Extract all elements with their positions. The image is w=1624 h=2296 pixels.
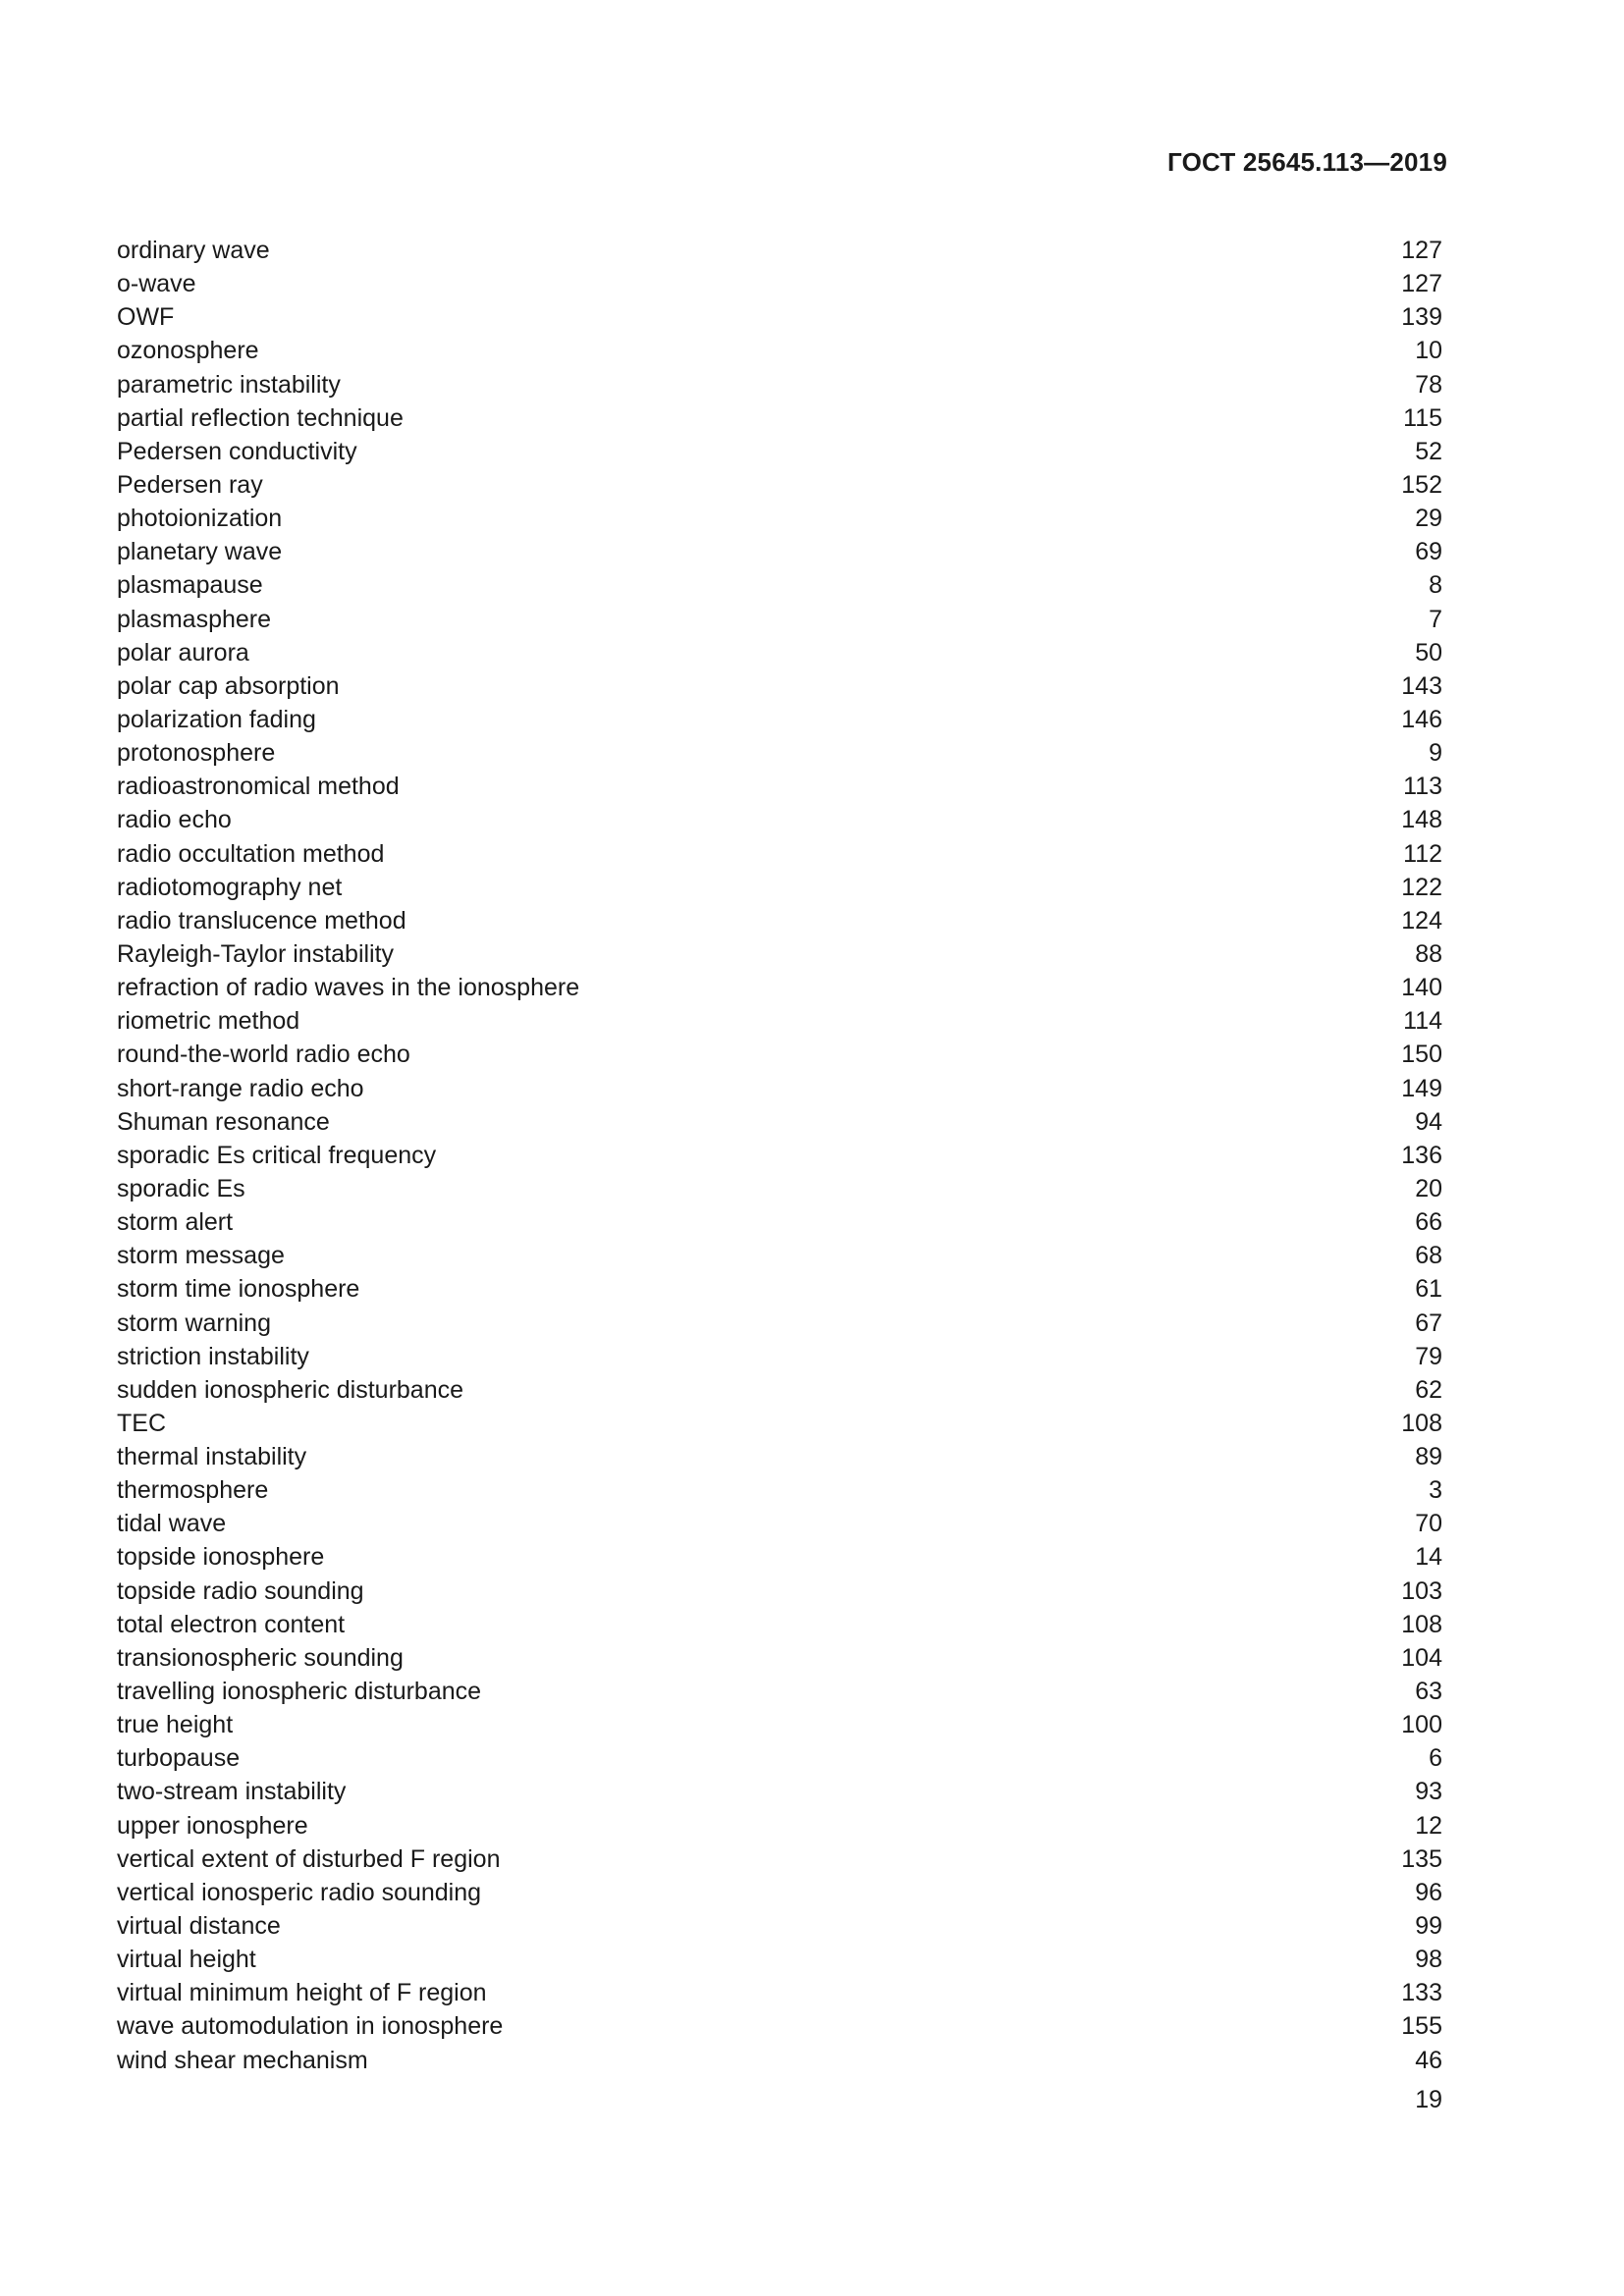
index-term: virtual distance xyxy=(117,1912,281,1941)
index-entry-number: 150 xyxy=(1401,1041,1442,1069)
index-entry xyxy=(117,871,1442,904)
index-term: sporadic Es critical frequency xyxy=(117,1141,437,1169)
alphabetical-index xyxy=(117,234,1442,2077)
index-entry xyxy=(117,1943,1442,1976)
index-entry xyxy=(117,1205,1442,1239)
index-entry-number: 67 xyxy=(1415,1308,1442,1337)
index-entry-number: 108 xyxy=(1401,1409,1442,1437)
index-entry-number: 127 xyxy=(1401,270,1442,298)
index-entry-number: 93 xyxy=(1415,1778,1442,1806)
index-entry xyxy=(117,1407,1442,1440)
index-entry xyxy=(117,435,1442,468)
index-entry xyxy=(117,1340,1442,1373)
index-term: ordinary wave xyxy=(117,237,270,264)
index-term: thermosphere xyxy=(117,1476,269,1505)
index-term: polar cap absorption xyxy=(117,671,340,700)
index-entry xyxy=(117,1307,1442,1340)
index-entry xyxy=(117,669,1442,703)
index-entry xyxy=(117,803,1442,836)
index-entry xyxy=(117,1809,1442,1842)
index-entry-number: 139 xyxy=(1401,303,1442,332)
index-entry-number: 133 xyxy=(1401,1979,1442,2007)
index-term: partial reflection technique xyxy=(117,403,404,432)
index-term: vertical ionosperic radio sounding xyxy=(117,1878,482,1906)
index-term: plasmasphere xyxy=(117,605,272,633)
index-term: short-range radio echo xyxy=(117,1074,364,1102)
index-entry-number: 88 xyxy=(1415,939,1442,968)
index-entry-number: 127 xyxy=(1401,237,1442,264)
index-entry-number: 46 xyxy=(1415,2046,1442,2074)
index-entry xyxy=(117,1272,1442,1306)
index-entry-number: 135 xyxy=(1401,1844,1442,1873)
index-entry xyxy=(117,1675,1442,1708)
index-term: parametric instability xyxy=(117,370,341,399)
index-term: total electron content xyxy=(117,1610,346,1638)
index-entry xyxy=(117,1038,1442,1071)
index-term: striction instability xyxy=(117,1342,309,1370)
index-entry xyxy=(117,971,1442,1004)
index-entry xyxy=(117,401,1442,435)
index-term: true height xyxy=(117,1711,234,1739)
index-entry-number: 52 xyxy=(1415,437,1442,465)
index-entry xyxy=(117,2044,1442,2077)
index-entry xyxy=(117,334,1442,367)
index-entry-number: 155 xyxy=(1401,2012,1442,2041)
index-entry xyxy=(117,368,1442,401)
index-entry xyxy=(117,1842,1442,1876)
index-entry-number: 9 xyxy=(1429,739,1442,768)
index-entry-number: 136 xyxy=(1401,1141,1442,1169)
index-entry-number: 66 xyxy=(1415,1208,1442,1237)
index-entry-number: 146 xyxy=(1401,705,1442,733)
index-entry-number: 99 xyxy=(1415,1912,1442,1941)
index-entry-number: 3 xyxy=(1429,1476,1442,1505)
index-term: TEC xyxy=(117,1409,166,1437)
index-term: photoionization xyxy=(117,505,283,533)
index-entry xyxy=(117,1708,1442,1741)
index-term: Pedersen ray xyxy=(117,470,263,499)
index-term: storm alert xyxy=(117,1208,234,1237)
index-entry xyxy=(117,904,1442,937)
index-term: OWF xyxy=(117,303,175,332)
index-entry xyxy=(117,1741,1442,1775)
index-entry-number: 62 xyxy=(1415,1375,1442,1404)
index-entry-number: 94 xyxy=(1415,1107,1442,1136)
index-term: radioastronomical method xyxy=(117,773,400,801)
index-entry-number: 104 xyxy=(1401,1643,1442,1672)
index-entry-number: 20 xyxy=(1415,1174,1442,1202)
index-entry-number: 98 xyxy=(1415,1946,1442,1974)
index-term: virtual minimum height of F region xyxy=(117,1979,487,2007)
index-entry xyxy=(117,1876,1442,1909)
index-entry xyxy=(117,1976,1442,2009)
index-term: upper ionosphere xyxy=(117,1811,308,1840)
index-term: wave automodulation in ionosphere xyxy=(117,2012,504,2041)
document-header: ГОСТ 25645.113—2019 xyxy=(1167,147,1447,177)
index-entry xyxy=(117,1507,1442,1540)
index-entry xyxy=(117,1575,1442,1608)
index-term: turbopause xyxy=(117,1744,241,1773)
index-entry xyxy=(117,234,1442,267)
index-entry xyxy=(117,1909,1442,1943)
index-term: riometric method xyxy=(117,1007,300,1036)
index-entry-number: 122 xyxy=(1401,873,1442,901)
index-entry xyxy=(117,2009,1442,2043)
index-entry-number: 8 xyxy=(1429,571,1442,600)
index-entry-number: 124 xyxy=(1401,906,1442,934)
index-entry-number: 114 xyxy=(1403,1007,1442,1036)
index-entry-number: 113 xyxy=(1403,773,1442,801)
index-term: travelling ionospheric disturbance xyxy=(117,1678,482,1706)
index-entry xyxy=(117,1775,1442,1808)
index-entry xyxy=(117,1239,1442,1272)
index-entry-number: 96 xyxy=(1415,1878,1442,1906)
index-term: Rayleigh-Taylor instability xyxy=(117,939,395,968)
index-entry-number: 103 xyxy=(1401,1576,1442,1605)
index-entry xyxy=(117,703,1442,736)
index-term: Shuman resonance xyxy=(117,1107,330,1136)
index-entry-number: 10 xyxy=(1415,337,1442,365)
index-term: topside radio sounding xyxy=(117,1576,364,1605)
index-term: polarization fading xyxy=(117,705,316,733)
index-entry xyxy=(117,1072,1442,1105)
index-entry xyxy=(117,468,1442,502)
index-term: transionospheric sounding xyxy=(117,1643,404,1672)
index-entry xyxy=(117,937,1442,971)
index-entry xyxy=(117,568,1442,602)
index-entry xyxy=(117,603,1442,636)
index-entry-number: 69 xyxy=(1415,538,1442,566)
index-entry xyxy=(117,267,1442,300)
index-term: radiotomography net xyxy=(117,873,343,901)
index-term: o-wave xyxy=(117,270,196,298)
index-entry-number: 6 xyxy=(1429,1744,1442,1773)
index-entry-number: 100 xyxy=(1401,1711,1442,1739)
index-entry xyxy=(117,1105,1442,1139)
index-term: virtual height xyxy=(117,1946,256,1974)
index-term: topside ionosphere xyxy=(117,1543,325,1572)
index-term: tidal wave xyxy=(117,1510,227,1538)
index-term: storm time ionosphere xyxy=(117,1275,360,1304)
index-entry xyxy=(117,1373,1442,1407)
index-term: polar aurora xyxy=(117,638,249,667)
index-entry-number: 14 xyxy=(1415,1543,1442,1572)
index-entry-number: 152 xyxy=(1401,470,1442,499)
index-term: sudden ionospheric disturbance xyxy=(117,1375,464,1404)
index-term: vertical extent of disturbed F region xyxy=(117,1844,501,1873)
index-entry xyxy=(117,1440,1442,1473)
index-entry xyxy=(117,770,1442,803)
index-entry xyxy=(117,300,1442,334)
index-entry xyxy=(117,502,1442,535)
index-term: Pedersen conductivity xyxy=(117,437,357,465)
index-entry-number: 7 xyxy=(1429,605,1442,633)
index-entry xyxy=(117,1641,1442,1675)
page-number: 19 xyxy=(1415,2086,1442,2113)
index-entry-number: 143 xyxy=(1401,671,1442,700)
index-entry-number: 140 xyxy=(1401,974,1442,1002)
index-entry xyxy=(117,535,1442,568)
index-entry-number: 29 xyxy=(1415,505,1442,533)
index-entry-number: 68 xyxy=(1415,1242,1442,1270)
index-entry-number: 112 xyxy=(1403,839,1442,868)
index-entry xyxy=(117,636,1442,669)
index-entry-number: 63 xyxy=(1415,1678,1442,1706)
index-entry-number: 149 xyxy=(1401,1074,1442,1102)
index-term: two-stream instability xyxy=(117,1778,347,1806)
index-term: protonosphere xyxy=(117,739,276,768)
index-term: storm message xyxy=(117,1242,285,1270)
index-entry xyxy=(117,1172,1442,1205)
index-entry-number: 70 xyxy=(1415,1510,1442,1538)
index-term: radio translucence method xyxy=(117,906,406,934)
index-term: ozonosphere xyxy=(117,337,259,365)
index-entry-number: 78 xyxy=(1415,370,1442,399)
index-entry xyxy=(117,1608,1442,1641)
index-entry-number: 148 xyxy=(1401,806,1442,834)
index-term: storm warning xyxy=(117,1308,271,1337)
index-term: sporadic Es xyxy=(117,1174,245,1202)
index-entry-number: 50 xyxy=(1415,638,1442,667)
index-term: refraction of radio waves in the ionosphere xyxy=(117,974,580,1002)
index-term: wind shear mechanism xyxy=(117,2046,368,2074)
index-term: thermal instability xyxy=(117,1443,307,1471)
index-term: round-the-world radio echo xyxy=(117,1041,410,1069)
index-term: radio occultation method xyxy=(117,839,385,868)
index-entry-number: 89 xyxy=(1415,1443,1442,1471)
index-entry xyxy=(117,1004,1442,1038)
index-entry-number: 115 xyxy=(1403,403,1442,432)
index-entry-number: 12 xyxy=(1415,1811,1442,1840)
index-entry xyxy=(117,1473,1442,1507)
index-entry xyxy=(117,1540,1442,1574)
index-term: radio echo xyxy=(117,806,232,834)
index-entry xyxy=(117,837,1442,871)
index-entry-number: 108 xyxy=(1401,1610,1442,1638)
index-term: plasmapause xyxy=(117,571,263,600)
index-entry-number: 61 xyxy=(1415,1275,1442,1304)
index-entry xyxy=(117,736,1442,770)
index-term: planetary wave xyxy=(117,538,283,566)
index-entry xyxy=(117,1139,1442,1172)
index-entry-number: 79 xyxy=(1415,1342,1442,1370)
